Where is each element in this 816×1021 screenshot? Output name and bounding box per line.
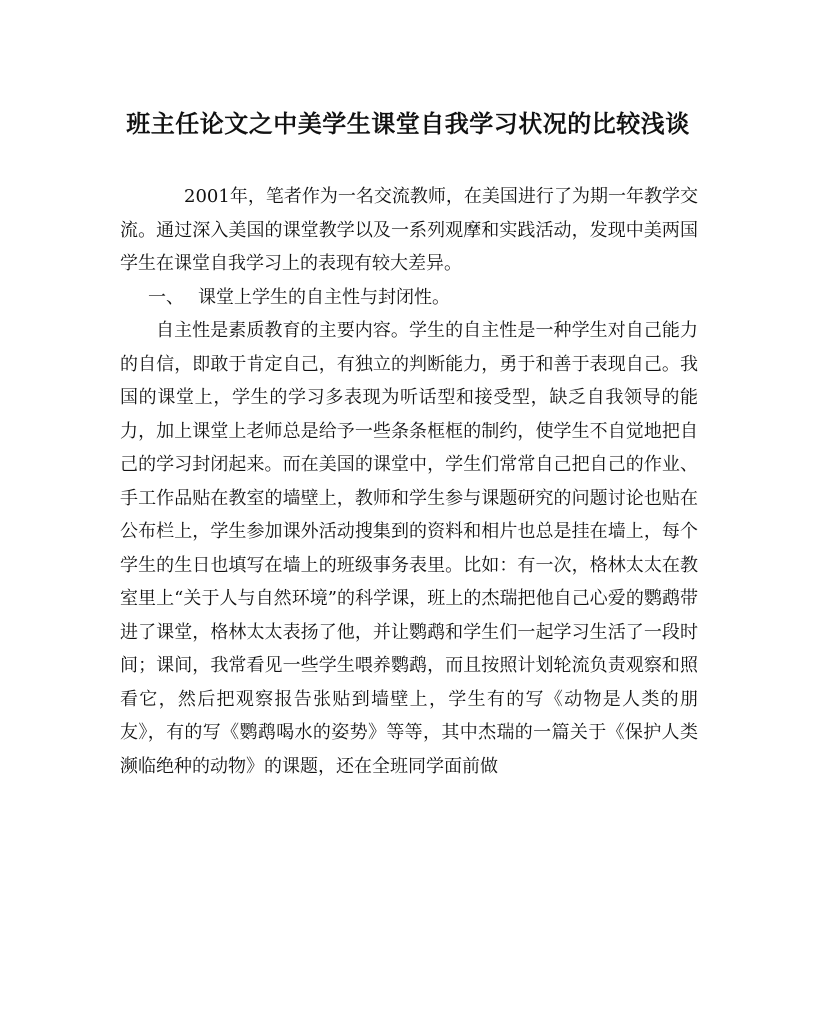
body-paragraph: 自主性是素质教育的主要内容。学生的自主性是一种学生对自己能力的自信，即敢于肯定自己，有独立的判断能力，勇于和善于表现自己。我国的课堂上，学生的学习多表现为听话型和接受型，缺乏自我领导的能力，加上课堂上老师总是给予一些条条框框的制约，使学生不自觉地把自己的学习封闭起来。而在美国的课堂中，学生们常常自己把自己的作业、手工作品贴在教室的墙壁上，教师和学生参与课题研究的问题讨论也贴在公布栏上，学生参加课外活动搜集到的资料和相片也总是挂在墙上，每个学生的生日也填写在墙上的班级事务表里。比如：有一次，格林太太在教室里上“关于人与自然环境”的科学课，班上的杰瑞把他自己心爱的鹦鹉带进了课堂，格林太太表扬了他，并让鹦鹉和学生们一起学习生活了一段时间；课间，我常看见一些学生喂养鹦鹉，而且按照计划轮流负责观察和照看它，然后把观察报告张贴到墙壁上，学生有的写《动物是人类的朋友》，有的写《鹦鹉喝水的姿势》等等，其中杰瑞的一篇关于《保护人类濒临绝种的动物》的课题，还在全班同学面前做	[120, 320, 698, 777]
section-number: 一、	[148, 286, 184, 308]
intro-paragraph: 2001年，笔者作为一名交流教师，在美国进行了为期一年教学交流。通过深入美国的课堂教学以及一系列观摩和实践活动，发现中美两国学生在课堂自我学习上的表现有较大差异。	[120, 186, 698, 274]
document-body	[120, 180, 698, 783]
document-title: 班主任论文之中美学生课堂自我学习状况的比较浅谈	[126, 109, 690, 138]
section-heading-text: 课堂上学生的自主性与封闭性。	[198, 286, 450, 308]
section-heading	[120, 281, 698, 315]
